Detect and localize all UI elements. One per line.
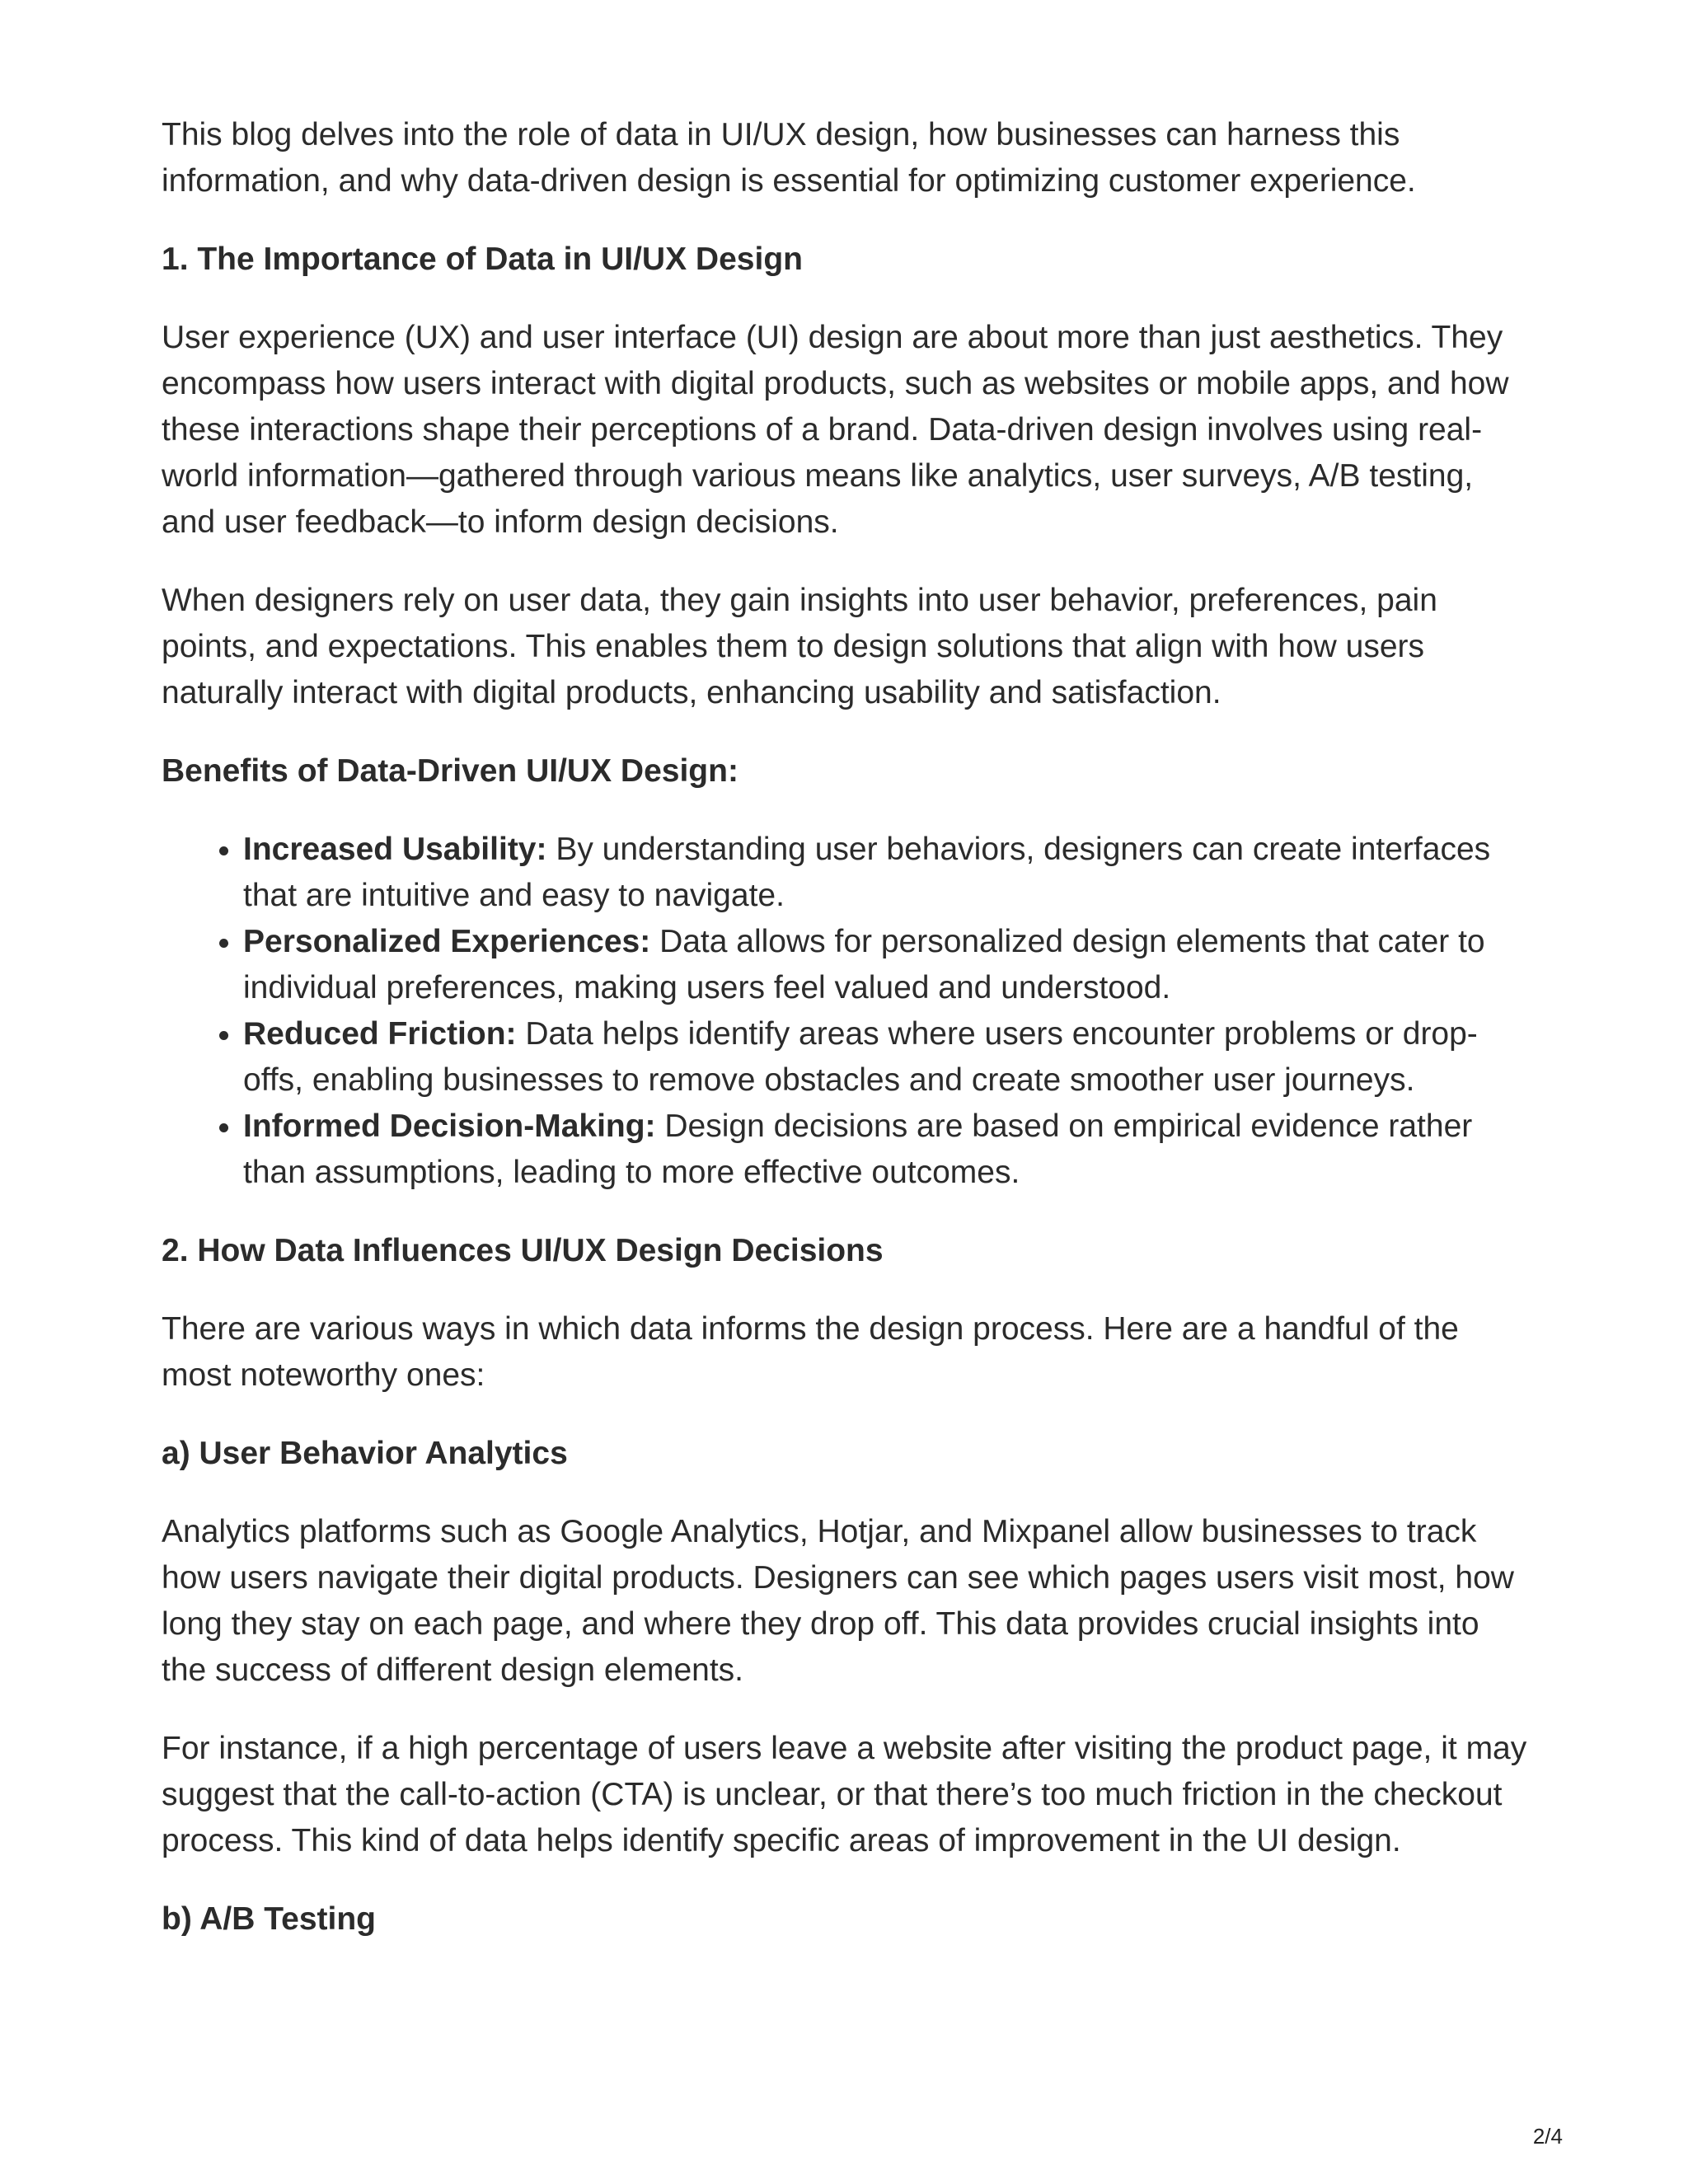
importance-paragraph-1: User experience (UX) and user interface (UI) design are about more than just aesthetics. They encompass how users interact with digital products, such as websites or mobile apps, and how these interactions shape their perceptions of a brand. Data-driven design involves using real-world information—gathered through various means like analytics, user surveys, A/B testing, and user feedback—to inform design decisions. [162,320,1509,540]
benefit-description: Data allows for personalized design elements that cater to individual preferences, making users feel valued and understood. [243,924,1485,1005]
page-number: 2/4 [1532,2124,1563,2149]
subheading-ab-testing: b) A/B Testing [162,1901,376,1937]
intro-paragraph: This blog delves into the role of data in UI/UX design, how businesses can harness this information, and why data-driven design is essential for optimizing customer experience. [162,117,1416,199]
section-heading-influences: 2. How Data Influences UI/UX Design Decisions [162,1233,884,1268]
analytics-paragraph-1: Analytics platforms such as Google Analytics, Hotjar, and Mixpanel allow businesses to track how users navigate their digital products. Designers can see which pages users visit most, how long they stay on each page, and where they drop off. This data provides crucial insights into the success of different design elements. [162,1514,1514,1688]
benefits-heading: Benefits of Data-Driven UI/UX Design: [162,753,738,789]
importance-paragraph-2: When designers rely on user data, they gain insights into user behavior, preferences, pain points, and expectations. This enables them to design solutions that align with how users naturally interact with digital products, enhancing usability and satisfaction. [162,583,1437,710]
benefit-description: Data helps identify areas where users encounter problems or drop-offs, enabling businesses to remove obstacles and create smoother user journeys. [243,1016,1478,1098]
benefit-term: Increased Usability: [243,832,547,867]
benefit-term: Informed Decision-Making: [243,1108,656,1144]
benefit-term: Personalized Experiences: [243,924,651,959]
subheading-user-behavior-analytics: a) User Behavior Analytics [162,1436,568,1471]
influences-paragraph: There are various ways in which data informs the design process. Here are a handful of the most noteworthy ones: [162,1311,1459,1393]
list-item [243,827,1530,919]
benefit-term: Reduced Friction: [243,1016,517,1052]
article-body [162,112,1530,1975]
list-item [243,919,1530,1011]
analytics-paragraph-2: For instance, if a high percentage of users leave a website after visiting the product page, it may suggest that the call-to-action (CTA) is unclear, or that there’s too much friction in the checkout process. This kind of data helps identify specific areas of improvement in the UI design. [162,1731,1527,1858]
benefit-description: By understanding user behaviors, designers can create interfaces that are intuitive and easy to navigate. [243,832,1491,913]
benefits-list [162,827,1530,1196]
section-heading-importance: 1. The Importance of Data in UI/UX Design [162,241,803,277]
benefit-description: Design decisions are based on empirical evidence rather than assumptions, leading to more effective outcomes. [243,1108,1473,1190]
list-item [243,1104,1530,1196]
list-item [243,1011,1530,1104]
